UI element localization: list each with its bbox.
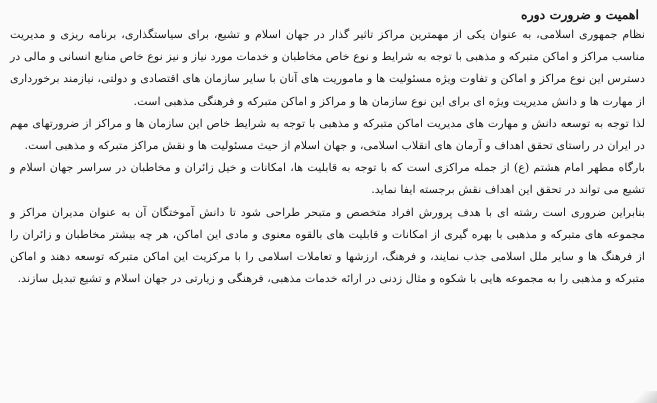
paragraph-3: بارگاه مطهر امام هشتم (ع) از جمله مراکزی است که با توجه به قابلیت ها، امکانات و خیل زائران و مخاطبان در سراسر جهان اسلام و تشیع می تواند در تحقق این اهداف نقش برجسته ایفا نماید. xyxy=(10,161,645,197)
paragraph-2: لذا توجه به توسعه دانش و مهارت های مدیریت اماکن متبرکه و مذهبی با توجه به شرایط خاص این سازمان ها و مراکز از ضرورتهای مهم در ایران در راستای تحقق اهداف و آرمان های انقلاب اسلامی، و جهان اسلام از حیث مسئولیت ها و نقش مراکز متبرکه و مذهبی است. xyxy=(10,116,645,153)
page-corner-shadow xyxy=(627,391,657,403)
paragraph-1: نظام جمهوری اسلامی، به عنوان یکی از مهمترین مراکز تاثیر گذار در جهان اسلام و تشیع، برای سیاستگذاری، برنامه ریزی و مدیریت مناسب مراکز و اماکن متبرکه و مذهبی با توجه به شرایط و نوع خاص مخاطبان و خدمات مورد نیاز و نیز نوع خاص منابع انسانی و مالی در دسترس این نوع مراکز و اماکن و تفاوت ویژه مسئولیت ها و ماموریت های آنان با سایر سازمان های اقتصادی و دولتی، نیازمند برخورداری از مهارت ها و دانش مدیریت ویژه ای برای این نوع سازمان ها و مراکز و اماکن متبرکه و فرهنگی مذهبی است. xyxy=(10,28,645,108)
section-heading: اهمیت و ضرورت دوره xyxy=(521,7,639,22)
paragraph-4: بنابراین ضروری است رشته ای با هدف پرورش افراد متخصص و متبحر طراحی شود تا دانش آموختگان آن به عنوان مدیران مراکز و مجموعه های متبرکه و مذهبی با بهره گیری از امکانات و قابلیت های بالقوه معنوی و مادی این اماکن، هر چه بیشتر مخاطبان و زائران را از فرهنگ ها و سایر ملل اسلامی جذب نمایند، و فرهنگ، ارزشها و تعاملات اسلامی را با مرکزیت این اماکن متبرکه توسعه دهند و اماکن متبرکه و مذهبی را به مجموعه هایی با شکوه و مثال زدنی در ارائه خدمات مذهبی، فرهنگی و زیارتی در جهان اسلام و تشیع تبدیل سازند. xyxy=(10,205,645,286)
